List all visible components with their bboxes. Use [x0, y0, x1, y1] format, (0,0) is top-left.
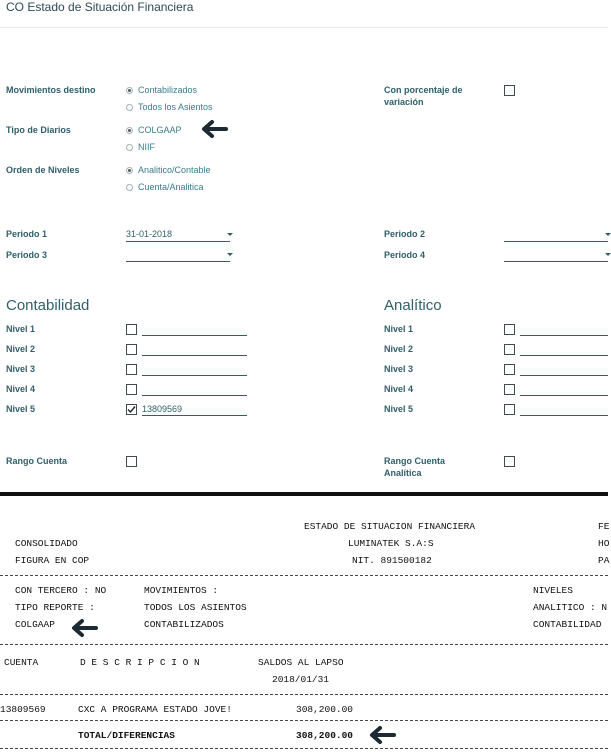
radio-analitico-contable[interactable]: Analitico/Contable	[126, 164, 211, 176]
rango-cuenta-checkbox[interactable]	[126, 456, 137, 467]
report-separator	[0, 575, 608, 576]
report-analitico: ANALITICO : N	[533, 602, 608, 613]
periodo3-label: Periodo 3	[6, 250, 48, 260]
row-descripcion: CXC A PROGRAMA ESTADO JOVE!	[78, 704, 232, 715]
col-descripcion: D E S C R I P C I O N	[80, 657, 200, 668]
rango-cuenta-analitica-checkbox[interactable]	[504, 456, 515, 467]
analitico-title: Analítico	[384, 297, 442, 314]
row-valor: 308,200.00	[296, 704, 354, 715]
arrow-left-icon	[368, 725, 396, 745]
caret-down-icon	[227, 253, 233, 256]
report-figura: FIGURA EN COP	[15, 555, 90, 566]
nivel-label: Nivel 2	[6, 344, 36, 354]
radio-icon	[126, 184, 133, 191]
report-contabilizados: CONTABILIZADOS	[144, 619, 224, 630]
analitico-nivel1-checkbox[interactable]	[504, 324, 515, 335]
report-separator	[0, 748, 608, 749]
caret-down-icon	[605, 233, 611, 236]
nivel-label: Nivel 4	[384, 384, 414, 394]
report-colgaap: COLGAAP	[15, 619, 55, 630]
nivel-label: Nivel 3	[384, 364, 414, 374]
nivel3-field[interactable]	[142, 363, 247, 376]
nivel-label: Nivel 2	[384, 344, 414, 354]
nivel-label: Nivel 3	[6, 364, 36, 374]
report-con-tercero: CON TERCERO : NO	[15, 585, 107, 596]
radio-selected-icon	[126, 167, 133, 174]
periodo4-label: Periodo 4	[384, 250, 426, 260]
report-right-1: FE	[598, 521, 610, 532]
checkmark-icon	[127, 405, 136, 414]
nivel4-checkbox[interactable]	[126, 384, 137, 395]
radio-contabilizados[interactable]: Contabilizados	[126, 84, 197, 96]
report-company: LUMINATEK S.A:S	[348, 538, 434, 549]
analitico-nivel5-checkbox[interactable]	[504, 404, 515, 415]
report-tipo-reporte: TIPO REPORTE :	[15, 602, 95, 613]
periodo2-select[interactable]	[504, 229, 608, 242]
analitico-nivel3-field[interactable]	[520, 363, 608, 376]
porcentaje-checkbox[interactable]	[504, 85, 515, 96]
analitico-nivel2-field[interactable]	[520, 343, 608, 356]
tipo-diarios-label: Tipo de Diarios	[6, 125, 71, 135]
report-todos: TODOS LOS ASIENTOS	[144, 602, 247, 613]
analitico-nivel4-field[interactable]	[520, 383, 608, 396]
report-separator	[0, 644, 608, 645]
orden-niveles-label: Orden de Niveles	[6, 165, 80, 175]
radio-icon	[126, 144, 133, 151]
periodo1-label: Periodo 1	[6, 229, 48, 239]
analitico-nivel3-checkbox[interactable]	[504, 364, 515, 375]
analitico-nivel5-field[interactable]	[520, 403, 608, 416]
report-separator	[0, 694, 608, 695]
total-valor: 308,200.00	[296, 730, 354, 741]
porcentaje-label: Con porcentaje de variación	[384, 85, 463, 107]
nivel5-field[interactable]: 13809569	[142, 403, 247, 416]
window-title: CO Estado de Situación Financiera	[6, 0, 194, 14]
report-niveles: NIVELES	[533, 585, 573, 596]
contabilidad-title: Contabilidad	[6, 297, 90, 314]
nivel5-checkbox[interactable]	[126, 404, 137, 415]
nivel2-field[interactable]	[142, 343, 247, 356]
report-nit: NIT. 891500182	[352, 555, 432, 566]
caret-down-icon	[605, 253, 611, 256]
nivel-label: Nivel 5	[384, 404, 414, 414]
caret-down-icon	[227, 233, 233, 236]
movimientos-label: Movimientos destino	[6, 85, 96, 95]
periodo3-select[interactable]	[126, 249, 230, 262]
radio-icon	[126, 104, 133, 111]
col-cuenta: CUENTA	[4, 657, 39, 668]
nivel4-field[interactable]	[142, 383, 247, 396]
radio-colgaap[interactable]: COLGAAP	[126, 124, 182, 136]
col-fecha: 2018/01/31	[272, 674, 330, 685]
nivel-label: Nivel 1	[6, 324, 36, 334]
nivel3-checkbox[interactable]	[126, 364, 137, 375]
col-saldos: SALDOS AL LAPSO	[258, 657, 344, 668]
report-consolidado: CONSOLIDADO	[15, 538, 78, 549]
radio-selected-icon	[126, 87, 133, 94]
rango-cuenta-label: Rango Cuenta	[6, 456, 68, 466]
report-right-3: PA	[598, 555, 610, 566]
nivel-label: Nivel 5	[6, 404, 36, 414]
analitico-nivel1-field[interactable]	[520, 323, 608, 336]
nivel-label: Nivel 1	[384, 324, 414, 334]
section-divider	[0, 492, 608, 496]
arrow-left-icon	[200, 119, 228, 139]
report-heading: ESTADO DE SITUACION FINANCIERA	[304, 521, 476, 532]
radio-todos-asientos[interactable]: Todos los Asientos	[126, 101, 213, 113]
nivel-label: Nivel 4	[6, 384, 36, 394]
nivel1-checkbox[interactable]	[126, 324, 137, 335]
periodo2-label: Periodo 2	[384, 229, 426, 239]
periodo4-select[interactable]	[504, 249, 608, 262]
nivel2-checkbox[interactable]	[126, 344, 137, 355]
radio-selected-icon	[126, 127, 133, 134]
title-divider	[0, 27, 608, 28]
report-separator	[0, 720, 608, 721]
row-cuenta: 13809569	[0, 704, 46, 715]
nivel1-field[interactable]	[142, 323, 247, 336]
report-movimientos: MOVIMIENTOS :	[144, 585, 219, 596]
arrow-left-icon	[70, 618, 98, 638]
rango-cuenta-analitica-label: Rango Cuenta Analítica	[384, 456, 446, 478]
report-contabilidad: CONTABILIDAD	[533, 619, 602, 630]
total-label: TOTAL/DIFERENCIAS	[78, 730, 175, 741]
radio-cuenta-analitica[interactable]: Cuenta/Analitica	[126, 181, 204, 193]
analitico-nivel2-checkbox[interactable]	[504, 344, 515, 355]
radio-niif[interactable]: NIIF	[126, 141, 155, 153]
periodo1-select[interactable]: 31-01-2018	[126, 229, 230, 242]
analitico-nivel4-checkbox[interactable]	[504, 384, 515, 395]
report-right-2: HO	[598, 538, 610, 549]
